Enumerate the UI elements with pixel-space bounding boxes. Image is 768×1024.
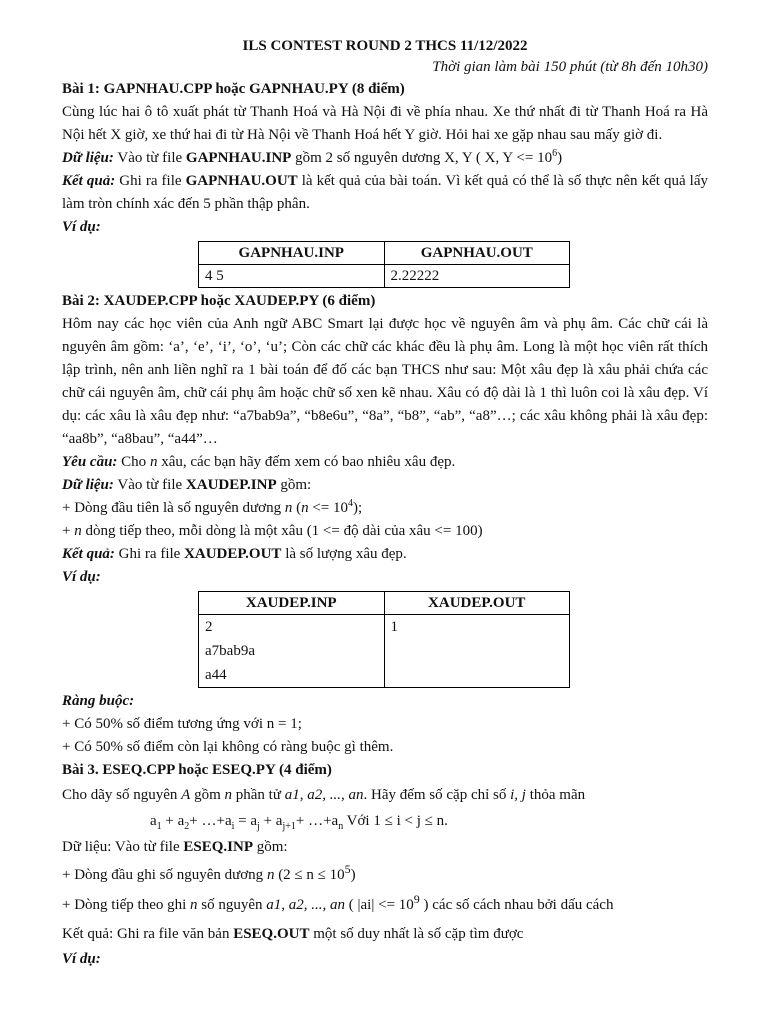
problem2-requirement: Yêu cầu: Cho n xâu, các bạn hãy đếm xem có bao nhiêu xâu đẹp. (62, 454, 456, 470)
output-label: Kết quả: (62, 173, 116, 189)
problem2-constraint-2: + Có 50% số điểm còn lại không có ràng buộc gì thêm. (62, 739, 394, 755)
problem2-constraint-1: + Có 50% số điểm tương ứng với n = 1; (62, 716, 302, 732)
problem2-heading: Bài 2: XAUDEP.CPP hoặc XAUDEP.PY (6 điểm) (62, 293, 376, 309)
output-filename: ESEQ.OUT (233, 926, 310, 942)
document-page (62, 0, 708, 971)
table-cell: 2 a7bab9a a44 (199, 615, 385, 688)
input-label: Dữ liệu: (62, 150, 114, 166)
table-cell: 1 (384, 615, 570, 688)
problem2-example-table (198, 591, 570, 688)
input-filename: GAPNHAU.INP (185, 150, 292, 166)
problem1-input: Dữ liệu: Vào từ file GAPNHAU.INP gồm 2 số nguyên dương X, Y ( X, $Y <= 10^6$) (62, 148, 563, 166)
table-header: GAPNHAU.OUT (384, 242, 570, 265)
problem2-constraint-label: Ràng buộc: (62, 693, 135, 709)
time-limit: Thời gian làm bài 150 phút (từ 8h đến 10h30) (432, 59, 708, 75)
problem3-formula: $a_1 + a_2+$ $\dots+a_i = a_j + a_{j+1}+$ $\dots+a_n$ Với 1 ≤ i < j ≤ n. (150, 813, 448, 832)
problem2-description: Hôm nay các học viên của Anh ngữ ABC Smart lại được học về nguyên âm và phụ âm. Các chữ cái là nguyên âm gồm: ‘a’, ‘e’, ‘i’, ‘o’, ‘u’; Còn các chữ các khác đều là phụ âm. Long là một học viên rất thích lập trình, nên anh liền nghĩ ra 1 bài toán để đố các bạn THCS như sau: Một xâu đẹp là xâu phải chứa các chữ cái nguyên âm, chữ cái phụ âm hoặc chữ số xen kẽ nhau. Xâu có độ dài là 1 thì luôn coi là xâu đẹp. Ví dụ: các xâu là xâu đẹp như: “a7bab9a”, “b8e6u”, “8a”, “b8”, “ab”, “a8”…; các xâu không phải là xâu đẹp: “aa8b”, “a8bau”, “a44”… (62, 316, 708, 447)
problem2-input-line1: + Dòng đầu tiên là số nguyên dương n $(n <= 10^4)$; (62, 498, 363, 516)
table-header: XAUDEP.INP (199, 592, 385, 615)
problem3-heading: Bài 3. ESEQ.CPP hoặc ESEQ.PY (4 điểm) (62, 762, 332, 778)
problem2-input: Dữ liệu: Vào từ file XAUDEP.INP gồm: (62, 477, 312, 493)
problem3-input: Dữ liệu: Vào từ file ESEQ.INP gồm: (62, 839, 288, 855)
table-header: XAUDEP.OUT (384, 592, 570, 615)
output-filename: GAPNHAU.OUT (185, 173, 298, 189)
problem2-example-label: Ví dụ: (62, 569, 101, 585)
table-cell: 2.22222 (384, 265, 570, 288)
problem1-example-label: Ví dụ: (62, 219, 101, 235)
problem3-input-line1: + Dòng đầu ghi số nguyên dương n $(2 \le n \le 10^5)$ (62, 862, 356, 883)
input-filename: XAUDEP.INP (185, 477, 277, 493)
input-filename: ESEQ.INP (183, 839, 253, 855)
problem2-input-line2: + n dòng tiếp theo, mỗi dòng là một xâu (1 <= độ dài của xâu <= 100) (62, 523, 483, 539)
output-filename: XAUDEP.OUT (184, 546, 282, 562)
problem1-example-table (198, 241, 570, 288)
problem2-output: Kết quả: Ghi ra file XAUDEP.OUT là số lượng xâu đẹp. (62, 546, 407, 562)
problem1-description: Cùng lúc hai ô tô xuất phát từ Thanh Hoá và Hà Nội đi về phía nhau. Xe thứ nhất đi từ Thanh Hoá ra Hà Nội hết X giờ, xe thứ hai đi từ Hà Nội về Thanh Hoá hết Y giờ. Hỏi hai xe gặp nhau sau mấy giờ đi. (62, 104, 708, 143)
problem3-input-line2: + Dòng tiếp theo ghi n số nguyên a1, a2, ..., an ( $|ai| <= 10^9$ ) các số cách nhau bởi dấu cách (62, 892, 614, 913)
contest-title: ILS CONTEST ROUND 2 THCS 11/12/2022 (242, 38, 528, 54)
problem1-heading: Bài 1: GAPNHAU.CPP hoặc GAPNHAU.PY (8 điểm) (62, 81, 405, 97)
table-header: GAPNHAU.INP (199, 242, 385, 265)
problem1-output: Kết quả: Ghi ra file GAPNHAU.OUT là kết quả của bài toán. Vì kết quả có thể là số thực nên kết quả lấy làm tròn chính xác đến 5 phần thập phân. (62, 173, 709, 212)
problem3-output: Kết quả: Ghi ra file văn bản ESEQ.OUT một số duy nhất là số cặp tìm được (62, 926, 524, 942)
table-cell: 4 5 (199, 265, 385, 288)
problem3-description: Cho dãy số nguyên A gồm n phần tử a1, a2, ..., an. Hãy đếm số cặp chỉ số i, j thỏa mãn (62, 787, 586, 803)
problem3-example-label: Ví dụ: (62, 951, 101, 967)
